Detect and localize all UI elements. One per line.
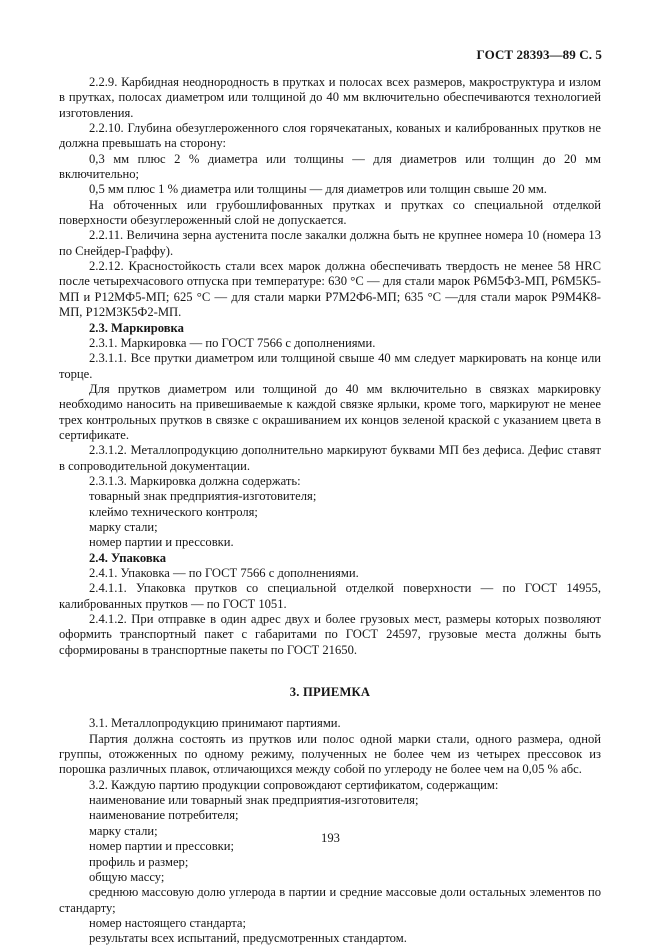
paragraph: номер партии и прессовки; [89,839,235,854]
section-2-text [59,75,601,658]
paragraph: наименование потребителя; [89,808,239,823]
subsection-heading: 2.3. Маркировка [89,320,184,335]
paragraph: клеймо технического контроля; [89,504,258,519]
section-title: 3. ПРИЕМКА [289,685,371,700]
paragraph: 2.3.1.1. Все прутки диаметром или толщиной свыше 40 мм следует маркировать на конце или торце. [59,351,601,381]
paragraph: товарный знак предприятия-изготовителя; [89,489,317,504]
paragraph: 2.2.10. Глубина обезуглероженного слоя горячекатаных, кованых и калиброванных прутков не должна превышать на сторону: [59,121,601,151]
paragraph: наименование или товарный знак предприятия-изготовителя; [89,793,419,808]
paragraph: 3.2. Каждую партию продукции сопровождают сертификатом, содержащим: [89,777,499,792]
paragraph: 2.2.9. Карбидная неоднородность в прутках и полосах всех размеров, макроструктура и излом в прутках, полосах диаметром или толщиной до 40 мм включительно обеспечиваются технологией изготовления. [59,75,601,120]
paragraph: среднюю массовую долю углерода в партии и средние массовые доли остальных элементов по стандарту; [59,885,601,915]
paragraph: марку стали; [89,519,158,534]
paragraph: 0,3 мм плюс 2 % диаметра или толщины — для диаметров или толщин до 20 мм включительно; [59,151,601,182]
paragraph: общую массу; [89,869,165,884]
paragraph: номер партии и прессовки. [89,535,234,550]
paragraph: 2.3.1. Маркировка — по ГОСТ 7566 с дополнениями. [89,335,376,350]
page-header: ГОСТ 28393—89 С. 5 [476,47,602,62]
subsection-heading: 2.4. Упаковка [89,550,167,565]
paragraph: 0,5 мм плюс 1 % диаметра или толщины — для диаметров или толщин свыше 20 мм. [89,182,547,197]
paragraph: номер настоящего стандарта; [89,915,246,930]
paragraph: результаты всех испытаний, предусмотренных стандартом. [89,931,407,946]
document-body [59,75,601,947]
paragraph: 2.2.12. Красностойкость стали всех марок должна обеспечивать твердость не менее 58 HRC после четырехчасового отпуска при температуре: 630 °С — для стали марок Р6М5Ф3-МП, Р6М5К5-МП и Р12МФ5-МП; 625 °С — для стали марки Р7М2Ф6-МП; 635 °С —для стали марок Р9М4К8-МП, Р12М3К5Ф2-МП. [59,259,601,320]
paragraph: профиль и размер; [89,854,189,869]
paragraph: 2.2.11. Величина зерна аустенита после закалки должна быть не крупнее номера 10 (номера 13 по Снейдер-Граффу). [59,228,601,258]
paragraph: Для прутков диаметром или толщиной до 40 мм включительно в связках маркировку необходимо наносить на привешиваемые к каждой связке ярлыки, кроме того, маркируют не менее трех контрольных прутков в связке с окрашиванием их концов зеленой краской с указанием цвета в сертификате. [59,381,601,442]
paragraph: 2.4.1. Упаковка — по ГОСТ 7566 с дополнениями. [89,566,359,580]
paragraph: 2.4.1.1. Упаковка прутков со специальной отделкой поверхности — по ГОСТ 14955, калиброванных прутков — по ГОСТ 1051. [59,581,601,611]
page-number: 193 [321,831,340,845]
paragraph: Партия должна состоять из прутков или полос одной марки стали, одного размера, одной группы, отожженных по одному режиму, полученных не более чем из четырех прессовок из порошка различных плавок, отличающихся между собой по углероду не более чем на 0,05 % абс. [59,731,601,777]
paragraph: На обточенных или грубошлифованных прутках и прутках со специальной отделкой поверхности обезуглероженный слой не допускается. [59,197,601,228]
paragraph: 3.1. Металлопродукцию принимают партиями. [89,716,341,731]
paragraph: 2.3.1.3. Маркировка должна содержать: [89,473,301,488]
paragraph: 2.3.1.2. Металлопродукцию дополнительно маркируют буквами МП без дефиса. Дефис ставят в сопроводительной документации. [59,443,601,473]
paragraph: 2.4.1.2. При отправке в один адрес двух и более грузовых мест, размеры которых позволяют оформить транспортный пакет с габаритами по ГОСТ 24597, грузовые места должны быть сформированы в транспортные пакеты по ГОСТ 21650. [59,612,601,657]
paragraph: марку стали; [89,823,158,838]
